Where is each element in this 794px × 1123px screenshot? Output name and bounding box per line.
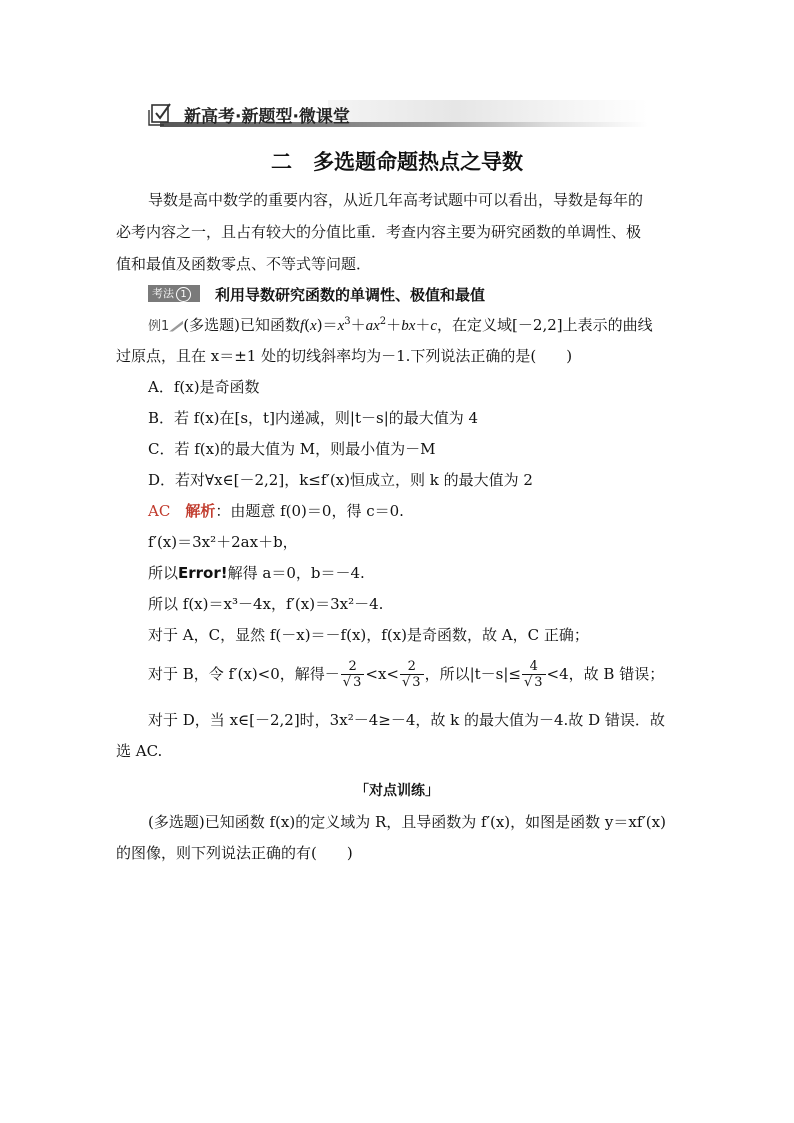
- answer-label: AC: [148, 502, 171, 520]
- fraction-2: $\frac{2}{√ 3}$: [400, 660, 424, 690]
- banner-fade: [328, 100, 648, 122]
- solution-line-7: 对于 D，当 x∈[－2,2]时，3x²－4≥－4，故 k 的最大值为－4.故 D 错误．故: [148, 711, 665, 729]
- fraction-1-den: 3: [353, 675, 362, 690]
- function-definition: f: [300, 318, 305, 334]
- intro-line-1: 导数是高中数学的重要内容，从近几年高考试题中可以看出，导数是每年的: [148, 191, 644, 209]
- solution-line-8: 选 AC.: [116, 742, 163, 760]
- example-tag: 例1: [148, 319, 170, 334]
- method-tag-label: 考法: [152, 287, 174, 300]
- fraction-1-num: 2: [341, 660, 365, 675]
- fraction-3-den: 3: [534, 675, 543, 690]
- solution-line-5: 对于 A，C，显然 f(－x)＝－f(x)，f(x)是奇函数，故 A，C 正确；: [148, 626, 589, 644]
- fraction-3: $\frac{4}{√ 3}$: [522, 660, 546, 690]
- solution-text-3b: 解得 a＝0，b＝－4.: [227, 564, 365, 582]
- training-line-2: 的图像，则下列说法正确的有( ): [116, 844, 353, 862]
- option-b: B．若 f(x)在[s，t]内递减，则|t－s|的最大值为 4: [148, 409, 479, 427]
- fraction-2-num: 2: [400, 660, 424, 675]
- intro-line-3: 值和最值及函数零点、不等式等问题．: [116, 255, 372, 273]
- analysis-label: 解析: [185, 502, 216, 520]
- method-tag-number: 1: [176, 287, 191, 302]
- solution-line-4: 所以 f(x)＝x³－4x，f′(x)＝3x²－4.: [148, 595, 384, 613]
- example-domain: ，在定义域[－2,2]上表示的曲线: [437, 316, 653, 334]
- solution-line-2: f′(x)＝3x²＋2ax＋b，: [148, 533, 298, 551]
- example-line-2: 过原点，且在 x＝±1 处的切线斜率均为－1.下列说法正确的是( ): [116, 347, 573, 365]
- banner-title: 新高考·新题型·微课堂: [184, 107, 350, 127]
- option-a: A．f(x)是奇函数: [148, 378, 260, 396]
- section-banner: [148, 100, 648, 128]
- solution-line-6: [148, 654, 664, 694]
- intro-line-2: 必考内容之一，且占有较大的分值比重．考查内容主要为研究函数的单调性、极: [116, 223, 642, 241]
- solution-text-3a: 所以: [148, 564, 179, 582]
- fraction-3-num: 4: [522, 660, 546, 675]
- solution-line-3: [148, 563, 365, 583]
- checkbox-icon: [148, 102, 174, 128]
- solution-text-6d: <4，故 B 错误；: [546, 665, 665, 683]
- training-heading: 「对点训练」: [355, 783, 439, 799]
- option-d: D．若对∀x∈[－2,2]，k≤f′(x)恒成立，则 k 的最大值为 2: [148, 471, 533, 489]
- solution-text-6b: <x<: [365, 665, 399, 683]
- fraction-1: $\frac{2}{√ 3}$: [341, 660, 365, 690]
- method-tag: [148, 285, 200, 302]
- pencil-icon: [169, 321, 183, 332]
- example-intro: (多选题)已知函数: [183, 316, 300, 334]
- solution-text-6c: ，所以|t－s|≤: [424, 665, 521, 683]
- training-line-1: (多选题)已知函数 f(x)的定义域为 R，且导函数为 f′(x)，如图是函数 y＝xf′(x): [148, 813, 666, 831]
- option-c: C．若 f(x)的最大值为 M，则最小值为－M: [148, 440, 436, 458]
- fraction-2-den: 3: [412, 675, 421, 690]
- solution-line-1: [148, 501, 404, 521]
- example-line-1: 例1 (多选题)已知函数$f(x)=x^3+ax^2+bx+c$，在定义域[－2,2]上表示的曲线: [148, 315, 653, 338]
- section-title: 二 多选题命题热点之导数: [271, 150, 523, 174]
- method-title: 利用导数研究函数的单调性、极值和最值: [215, 286, 486, 304]
- solution-text-1: ：由题意 f(0)＝0，得 c＝0.: [215, 502, 404, 520]
- error-text: Error!: [178, 564, 228, 582]
- solution-text-6a: 对于 B，令 f′(x)<0，解得－: [148, 665, 340, 683]
